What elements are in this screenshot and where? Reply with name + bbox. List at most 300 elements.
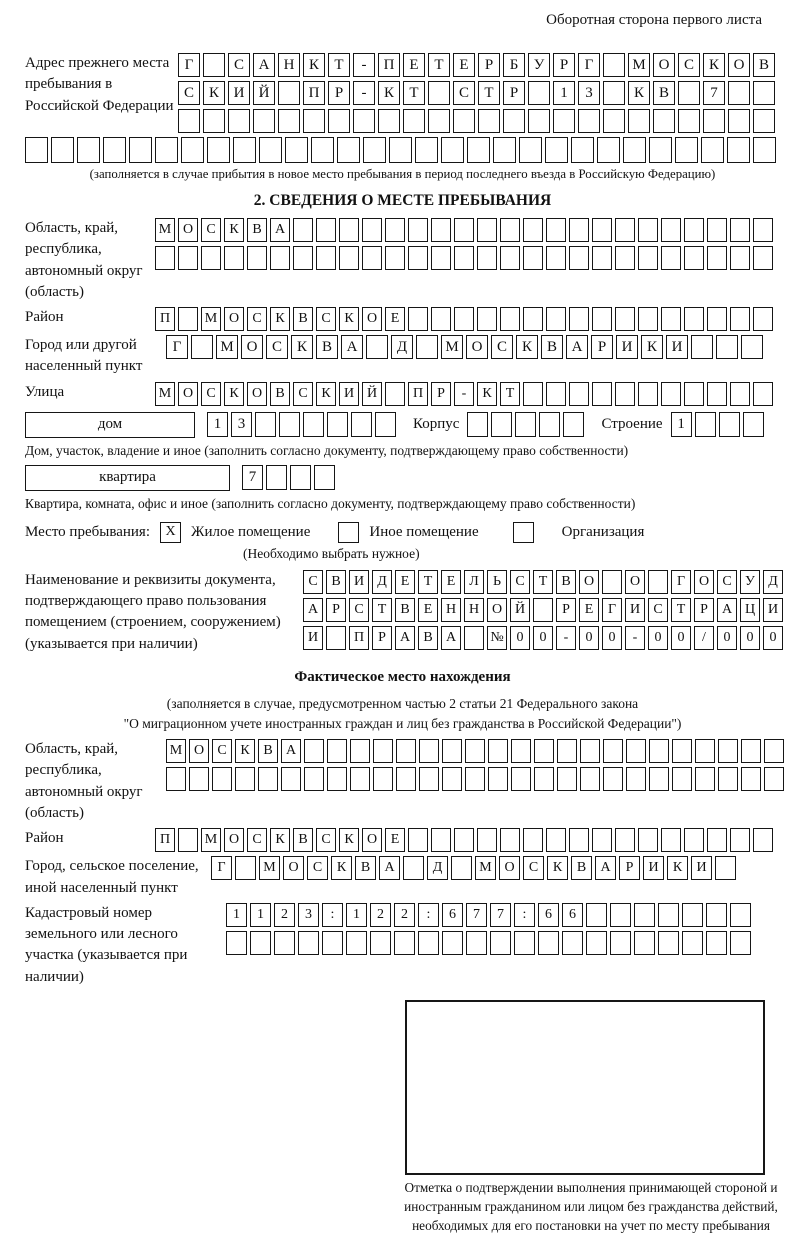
char-cell[interactable]: - — [353, 81, 375, 105]
char-cell[interactable] — [534, 739, 554, 763]
char-cell[interactable]: Д — [372, 570, 392, 594]
char-cell[interactable] — [707, 307, 727, 331]
char-cell[interactable]: 6 — [442, 903, 463, 927]
char-cell[interactable] — [493, 137, 516, 163]
char-cell[interactable]: Д — [763, 570, 783, 594]
char-cell[interactable]: О — [178, 382, 198, 406]
char-cell[interactable]: Н — [278, 53, 300, 77]
char-cell[interactable] — [695, 739, 715, 763]
char-cell[interactable]: У — [528, 53, 550, 77]
char-cell[interactable] — [431, 307, 451, 331]
char-cell[interactable] — [259, 137, 282, 163]
char-cell[interactable]: И — [303, 626, 323, 650]
char-cell[interactable] — [546, 307, 566, 331]
char-cell[interactable] — [235, 856, 256, 880]
char-cell[interactable] — [578, 109, 600, 133]
char-cell[interactable] — [678, 109, 700, 133]
char-cell[interactable] — [682, 931, 703, 955]
char-cell[interactable]: М — [155, 218, 175, 242]
char-cell[interactable]: Г — [211, 856, 232, 880]
char-cell[interactable]: К — [235, 739, 255, 763]
char-cell[interactable] — [465, 739, 485, 763]
char-cell[interactable] — [638, 246, 658, 270]
char-cell[interactable]: Г — [166, 335, 188, 359]
char-cell[interactable]: Р — [619, 856, 640, 880]
char-cell[interactable] — [703, 109, 725, 133]
char-cell[interactable] — [730, 931, 751, 955]
char-cell[interactable]: С — [717, 570, 737, 594]
char-cell[interactable]: С — [316, 828, 336, 852]
char-cell[interactable]: О — [466, 335, 488, 359]
char-cell[interactable] — [500, 218, 520, 242]
char-cell[interactable] — [661, 828, 681, 852]
char-cell[interactable] — [129, 137, 152, 163]
char-cell[interactable] — [753, 81, 775, 105]
char-cell[interactable]: Д — [427, 856, 448, 880]
char-cell[interactable]: К — [628, 81, 650, 105]
checkbox-zhiloe[interactable]: X — [160, 522, 181, 543]
char-cell[interactable] — [592, 828, 612, 852]
char-cell[interactable]: Р — [553, 53, 575, 77]
char-cell[interactable]: П — [155, 828, 175, 852]
char-cell[interactable] — [562, 931, 583, 955]
char-cell[interactable] — [661, 246, 681, 270]
char-cell[interactable] — [442, 767, 462, 791]
char-cell[interactable] — [638, 382, 658, 406]
char-cell[interactable] — [396, 767, 416, 791]
char-cell[interactable]: В — [753, 53, 775, 77]
char-cell[interactable]: В — [247, 218, 267, 242]
char-cell[interactable] — [327, 412, 348, 437]
char-cell[interactable] — [603, 767, 623, 791]
char-cell[interactable]: Г — [578, 53, 600, 77]
char-cell[interactable] — [638, 307, 658, 331]
char-cell[interactable]: О — [487, 598, 507, 622]
char-cell[interactable]: Й — [253, 81, 275, 105]
char-cell[interactable]: Е — [418, 598, 438, 622]
char-cell[interactable] — [166, 767, 186, 791]
char-cell[interactable] — [638, 828, 658, 852]
char-cell[interactable]: О — [241, 335, 263, 359]
char-cell[interactable]: В — [418, 626, 438, 650]
char-cell[interactable] — [610, 931, 631, 955]
char-cell[interactable] — [266, 465, 287, 490]
char-cell[interactable] — [212, 767, 232, 791]
char-cell[interactable]: 3 — [231, 412, 252, 437]
char-cell[interactable]: Р — [326, 598, 346, 622]
char-cell[interactable] — [454, 307, 474, 331]
char-cell[interactable]: 2 — [394, 903, 415, 927]
char-cell[interactable]: К — [516, 335, 538, 359]
char-cell[interactable] — [419, 767, 439, 791]
char-cell[interactable] — [661, 382, 681, 406]
char-cell[interactable]: С — [178, 81, 200, 105]
char-cell[interactable] — [247, 246, 267, 270]
char-cell[interactable] — [316, 246, 336, 270]
char-cell[interactable] — [534, 767, 554, 791]
char-cell[interactable]: С — [201, 218, 221, 242]
char-cell[interactable]: 1 — [553, 81, 575, 105]
char-cell[interactable] — [569, 218, 589, 242]
char-cell[interactable]: А — [270, 218, 290, 242]
char-cell[interactable] — [678, 81, 700, 105]
char-cell[interactable] — [519, 137, 542, 163]
char-cell[interactable] — [728, 109, 750, 133]
char-cell[interactable] — [563, 412, 584, 437]
char-cell[interactable] — [716, 335, 738, 359]
char-cell[interactable] — [707, 382, 727, 406]
char-cell[interactable] — [431, 218, 451, 242]
char-cell[interactable] — [207, 137, 230, 163]
char-cell[interactable]: Т — [372, 598, 392, 622]
char-cell[interactable]: С — [228, 53, 250, 77]
char-cell[interactable] — [281, 767, 301, 791]
char-cell[interactable]: Т — [403, 81, 425, 105]
char-cell[interactable] — [478, 109, 500, 133]
char-cell[interactable]: Р — [591, 335, 613, 359]
char-cell[interactable] — [753, 382, 773, 406]
char-cell[interactable]: С — [212, 739, 232, 763]
char-cell[interactable]: 0 — [602, 626, 622, 650]
char-cell[interactable] — [634, 931, 655, 955]
char-cell[interactable]: И — [228, 81, 250, 105]
char-cell[interactable] — [730, 382, 750, 406]
char-cell[interactable] — [546, 218, 566, 242]
char-cell[interactable] — [634, 903, 655, 927]
char-cell[interactable] — [431, 246, 451, 270]
char-cell[interactable] — [408, 828, 428, 852]
char-cell[interactable] — [546, 382, 566, 406]
char-cell[interactable]: 0 — [648, 626, 668, 650]
char-cell[interactable] — [350, 739, 370, 763]
char-cell[interactable] — [707, 218, 727, 242]
char-cell[interactable]: О — [728, 53, 750, 77]
char-cell[interactable] — [592, 307, 612, 331]
char-cell[interactable]: Е — [453, 53, 475, 77]
char-cell[interactable] — [715, 856, 736, 880]
char-cell[interactable]: Г — [602, 598, 622, 622]
char-cell[interactable]: В — [316, 335, 338, 359]
char-cell[interactable] — [586, 931, 607, 955]
char-cell[interactable]: : — [418, 903, 439, 927]
char-cell[interactable]: Л — [464, 570, 484, 594]
char-cell[interactable] — [719, 412, 740, 437]
char-cell[interactable] — [592, 218, 612, 242]
char-cell[interactable] — [592, 246, 612, 270]
char-cell[interactable]: 3 — [298, 903, 319, 927]
char-cell[interactable] — [706, 903, 727, 927]
char-cell[interactable] — [385, 382, 405, 406]
char-cell[interactable]: В — [293, 307, 313, 331]
char-cell[interactable]: Т — [418, 570, 438, 594]
char-cell[interactable] — [178, 246, 198, 270]
char-cell[interactable]: 7 — [242, 465, 263, 490]
char-cell[interactable] — [396, 739, 416, 763]
char-cell[interactable]: А — [441, 626, 461, 650]
char-cell[interactable] — [695, 412, 716, 437]
char-cell[interactable]: М — [201, 828, 221, 852]
char-cell[interactable] — [653, 109, 675, 133]
char-cell[interactable] — [403, 109, 425, 133]
char-cell[interactable] — [753, 307, 773, 331]
char-cell[interactable] — [523, 218, 543, 242]
char-cell[interactable]: 0 — [579, 626, 599, 650]
char-cell[interactable]: К — [203, 81, 225, 105]
char-cell[interactable] — [258, 767, 278, 791]
char-cell[interactable] — [706, 931, 727, 955]
char-cell[interactable] — [610, 903, 631, 927]
char-cell[interactable]: П — [303, 81, 325, 105]
char-cell[interactable] — [557, 739, 577, 763]
char-cell[interactable]: Р — [694, 598, 714, 622]
char-cell[interactable] — [466, 931, 487, 955]
char-cell[interactable]: И — [616, 335, 638, 359]
char-cell[interactable] — [322, 931, 343, 955]
char-cell[interactable] — [491, 412, 512, 437]
char-cell[interactable] — [511, 767, 531, 791]
char-cell[interactable]: 1 — [671, 412, 692, 437]
char-cell[interactable]: : — [514, 903, 535, 927]
char-cell[interactable]: 2 — [370, 903, 391, 927]
char-cell[interactable]: М — [628, 53, 650, 77]
char-cell[interactable]: Т — [671, 598, 691, 622]
char-cell[interactable] — [684, 382, 704, 406]
char-cell[interactable] — [648, 570, 668, 594]
char-cell[interactable]: - — [625, 626, 645, 650]
char-cell[interactable]: Н — [464, 598, 484, 622]
char-cell[interactable] — [603, 81, 625, 105]
char-cell[interactable]: О — [653, 53, 675, 77]
char-cell[interactable]: С — [201, 382, 221, 406]
char-cell[interactable] — [615, 307, 635, 331]
char-cell[interactable] — [235, 767, 255, 791]
char-cell[interactable] — [278, 109, 300, 133]
char-cell[interactable]: А — [717, 598, 737, 622]
char-cell[interactable]: В — [258, 739, 278, 763]
char-cell[interactable]: И — [666, 335, 688, 359]
char-cell[interactable] — [764, 767, 784, 791]
char-cell[interactable]: С — [491, 335, 513, 359]
char-cell[interactable] — [682, 903, 703, 927]
char-cell[interactable] — [362, 218, 382, 242]
char-cell[interactable] — [730, 828, 750, 852]
char-cell[interactable] — [477, 828, 497, 852]
char-cell[interactable] — [363, 137, 386, 163]
char-cell[interactable] — [691, 335, 713, 359]
char-cell[interactable]: 0 — [510, 626, 530, 650]
char-cell[interactable] — [743, 412, 764, 437]
char-cell[interactable]: 1 — [346, 903, 367, 927]
char-cell[interactable] — [477, 218, 497, 242]
char-cell[interactable]: 6 — [562, 903, 583, 927]
char-cell[interactable] — [350, 767, 370, 791]
char-cell[interactable]: 6 — [538, 903, 559, 927]
char-cell[interactable]: А — [566, 335, 588, 359]
char-cell[interactable] — [155, 246, 175, 270]
checkbox-organizatsiya[interactable] — [513, 522, 534, 543]
char-cell[interactable]: М — [441, 335, 463, 359]
char-cell[interactable] — [638, 218, 658, 242]
char-cell[interactable] — [741, 767, 761, 791]
char-cell[interactable] — [467, 137, 490, 163]
char-cell[interactable] — [523, 246, 543, 270]
char-cell[interactable]: К — [270, 307, 290, 331]
char-cell[interactable]: П — [378, 53, 400, 77]
char-cell[interactable] — [419, 739, 439, 763]
char-cell[interactable]: : — [322, 903, 343, 927]
char-cell[interactable]: Е — [385, 307, 405, 331]
char-cell[interactable] — [500, 307, 520, 331]
char-cell[interactable] — [442, 931, 463, 955]
char-cell[interactable] — [615, 218, 635, 242]
char-cell[interactable]: В — [293, 828, 313, 852]
char-cell[interactable]: Й — [362, 382, 382, 406]
char-cell[interactable] — [628, 109, 650, 133]
char-cell[interactable]: А — [281, 739, 301, 763]
char-cell[interactable]: М — [475, 856, 496, 880]
char-cell[interactable] — [293, 246, 313, 270]
char-cell[interactable] — [442, 739, 462, 763]
char-cell[interactable] — [203, 109, 225, 133]
char-cell[interactable] — [707, 246, 727, 270]
char-cell[interactable] — [203, 53, 225, 77]
char-cell[interactable] — [514, 931, 535, 955]
char-cell[interactable]: О — [224, 828, 244, 852]
char-cell[interactable]: Т — [478, 81, 500, 105]
char-cell[interactable]: Р — [478, 53, 500, 77]
char-cell[interactable] — [201, 246, 221, 270]
char-cell[interactable] — [285, 137, 308, 163]
char-cell[interactable] — [270, 246, 290, 270]
char-cell[interactable]: С — [453, 81, 475, 105]
char-cell[interactable] — [615, 828, 635, 852]
char-cell[interactable]: / — [694, 626, 714, 650]
char-cell[interactable] — [533, 598, 553, 622]
char-cell[interactable] — [467, 412, 488, 437]
char-cell[interactable] — [753, 137, 776, 163]
char-cell[interactable] — [569, 246, 589, 270]
char-cell[interactable] — [546, 246, 566, 270]
char-cell[interactable] — [730, 307, 750, 331]
char-cell[interactable]: П — [155, 307, 175, 331]
char-cell[interactable] — [416, 335, 438, 359]
char-cell[interactable]: Е — [441, 570, 461, 594]
char-cell[interactable]: В — [355, 856, 376, 880]
char-cell[interactable]: № — [487, 626, 507, 650]
char-cell[interactable] — [539, 412, 560, 437]
char-cell[interactable]: 7 — [466, 903, 487, 927]
char-cell[interactable]: 1 — [226, 903, 247, 927]
char-cell[interactable] — [51, 137, 74, 163]
char-cell[interactable] — [290, 465, 311, 490]
char-cell[interactable]: О — [579, 570, 599, 594]
char-cell[interactable]: И — [349, 570, 369, 594]
char-cell[interactable] — [511, 739, 531, 763]
char-cell[interactable] — [684, 307, 704, 331]
char-cell[interactable] — [178, 109, 200, 133]
char-cell[interactable] — [500, 828, 520, 852]
char-cell[interactable]: В — [395, 598, 415, 622]
char-cell[interactable] — [373, 739, 393, 763]
char-cell[interactable] — [351, 412, 372, 437]
char-cell[interactable]: Р — [372, 626, 392, 650]
char-cell[interactable]: - — [454, 382, 474, 406]
char-cell[interactable]: М — [259, 856, 280, 880]
char-cell[interactable] — [477, 246, 497, 270]
char-cell[interactable] — [753, 218, 773, 242]
char-cell[interactable] — [764, 739, 784, 763]
char-cell[interactable] — [362, 246, 382, 270]
char-cell[interactable]: К — [331, 856, 352, 880]
char-cell[interactable]: 2 — [274, 903, 295, 927]
char-cell[interactable] — [304, 739, 324, 763]
char-cell[interactable] — [649, 137, 672, 163]
char-cell[interactable] — [626, 739, 646, 763]
char-cell[interactable] — [753, 109, 775, 133]
char-cell[interactable] — [77, 137, 100, 163]
char-cell[interactable]: 0 — [533, 626, 553, 650]
char-cell[interactable]: С — [678, 53, 700, 77]
char-cell[interactable]: 0 — [740, 626, 760, 650]
char-cell[interactable] — [415, 137, 438, 163]
char-cell[interactable]: Ц — [740, 598, 760, 622]
char-cell[interactable]: О — [625, 570, 645, 594]
char-cell[interactable] — [727, 137, 750, 163]
char-cell[interactable] — [490, 931, 511, 955]
char-cell[interactable] — [658, 931, 679, 955]
char-cell[interactable]: Б — [503, 53, 525, 77]
char-cell[interactable] — [730, 218, 750, 242]
char-cell[interactable]: 7 — [490, 903, 511, 927]
char-cell[interactable] — [592, 382, 612, 406]
char-cell[interactable] — [730, 246, 750, 270]
char-cell[interactable] — [718, 767, 738, 791]
char-cell[interactable]: С — [648, 598, 668, 622]
char-cell[interactable] — [569, 307, 589, 331]
char-cell[interactable]: О — [247, 382, 267, 406]
char-cell[interactable]: Е — [395, 570, 415, 594]
char-cell[interactable] — [615, 382, 635, 406]
char-cell[interactable]: К — [291, 335, 313, 359]
char-cell[interactable] — [189, 767, 209, 791]
char-cell[interactable] — [304, 767, 324, 791]
char-cell[interactable] — [488, 767, 508, 791]
char-cell[interactable]: С — [510, 570, 530, 594]
char-cell[interactable]: А — [253, 53, 275, 77]
char-cell[interactable] — [701, 137, 724, 163]
char-cell[interactable]: С — [523, 856, 544, 880]
char-cell[interactable] — [385, 218, 405, 242]
char-cell[interactable] — [649, 767, 669, 791]
char-cell[interactable]: С — [316, 307, 336, 331]
char-cell[interactable]: В — [556, 570, 576, 594]
char-cell[interactable]: У — [740, 570, 760, 594]
char-cell[interactable]: К — [303, 53, 325, 77]
char-cell[interactable] — [191, 335, 213, 359]
char-cell[interactable] — [279, 412, 300, 437]
char-cell[interactable] — [328, 109, 350, 133]
char-cell[interactable] — [346, 931, 367, 955]
char-cell[interactable] — [403, 856, 424, 880]
char-cell[interactable]: В — [571, 856, 592, 880]
char-cell[interactable]: - — [353, 53, 375, 77]
char-cell[interactable] — [226, 931, 247, 955]
char-cell[interactable] — [580, 767, 600, 791]
char-cell[interactable] — [224, 246, 244, 270]
char-cell[interactable]: В — [270, 382, 290, 406]
char-cell[interactable] — [684, 246, 704, 270]
char-cell[interactable] — [675, 137, 698, 163]
